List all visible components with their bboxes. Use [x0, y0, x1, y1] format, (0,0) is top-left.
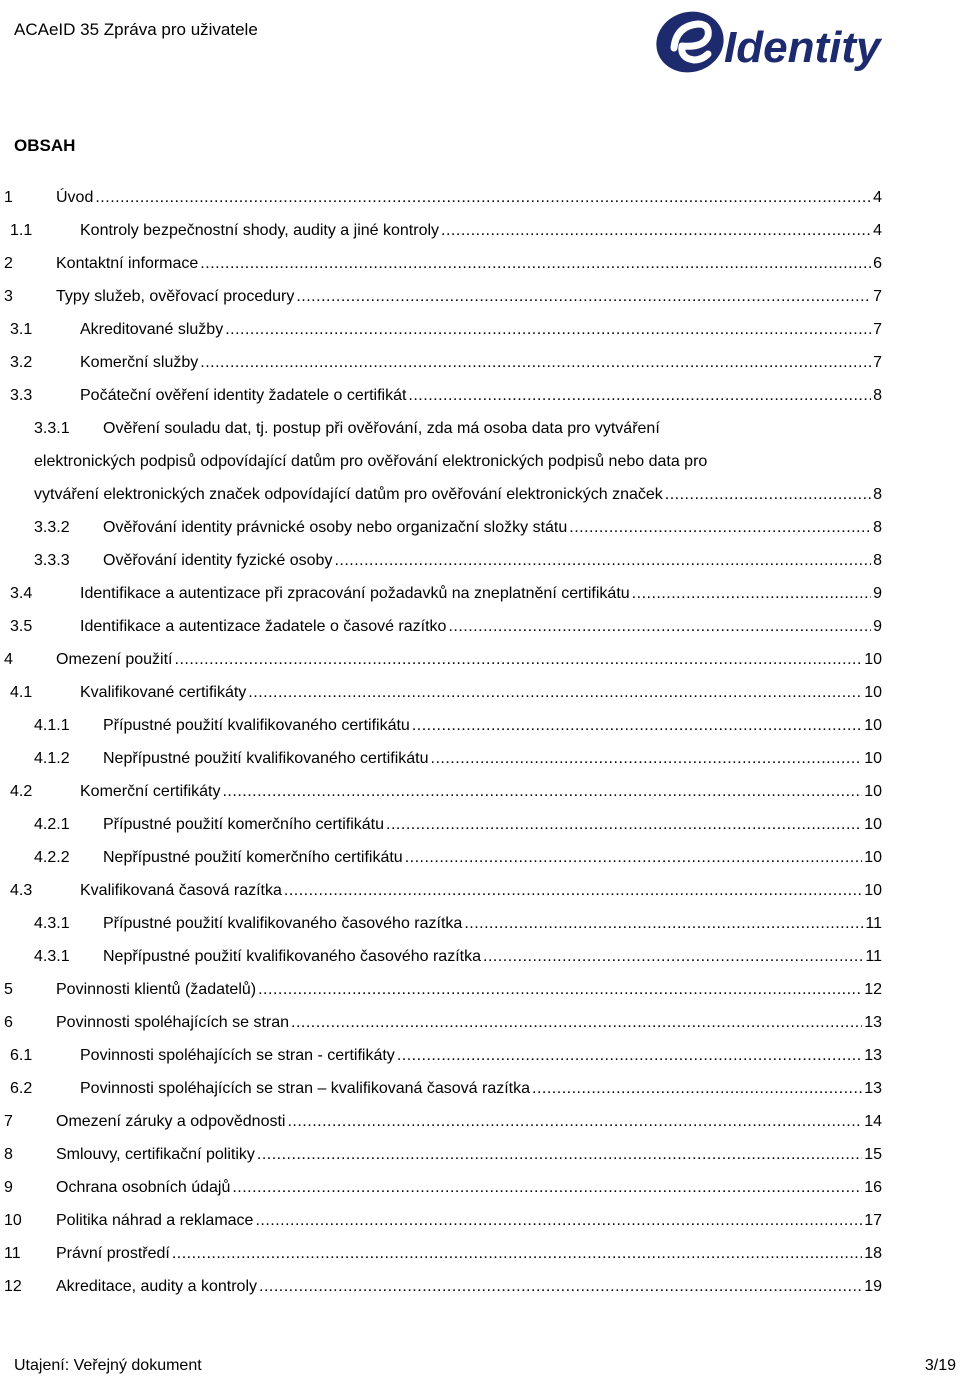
toc-entry-title: Přípustné použití komerčního certifikátu: [103, 816, 385, 833]
toc-entry-title: Typy služeb, ověřovací procedury: [56, 288, 295, 305]
toc-entry-page: 13: [864, 1047, 882, 1064]
toc-entry-page: 7: [873, 321, 882, 338]
toc-leader-dots: [259, 1270, 862, 1303]
toc-entry[interactable]: [0, 742, 960, 775]
toc-leader-dots: [258, 973, 862, 1006]
toc-leader-dots: [405, 841, 863, 874]
eidentity-logo: [652, 4, 908, 76]
toc-entry-title: Nepřípustné použití kvalifikovaného časového razítka: [103, 948, 481, 965]
toc-entry-number: 11: [4, 1245, 21, 1262]
toc-entry-page: 6: [873, 255, 882, 272]
toc-entry-number: 6.1: [10, 1047, 33, 1064]
toc-entry-page: 17: [864, 1212, 882, 1229]
toc-entry-title: Komerční certifikáty: [80, 783, 221, 800]
toc-entry[interactable]: [0, 973, 960, 1006]
toc-entry-title: Povinnosti spoléhajících se stran: [56, 1014, 290, 1031]
toc-entry-page: 4: [873, 222, 882, 239]
toc-entry-title: Přípustné použití kvalifikovaného časového razítka: [103, 915, 463, 932]
toc-entry[interactable]: [0, 214, 960, 247]
toc-leader-dots: [397, 1039, 862, 1072]
toc-entry-number: 5: [4, 981, 13, 998]
toc-leader-dots: [200, 346, 871, 379]
toc-entry-number: 3.3.1: [34, 420, 70, 437]
toc-entry-title: Smlouvy, certifikační politiky: [56, 1146, 255, 1163]
toc-entry-number: 6.2: [10, 1080, 33, 1097]
eidentity-logo-graphic: [652, 4, 908, 76]
toc-entry-number: 7: [4, 1113, 13, 1130]
toc-entry-page: 9: [873, 585, 882, 602]
toc-leader-dots: [483, 940, 863, 973]
toc-leader-dots: [200, 247, 871, 280]
toc-entry-number: 10: [4, 1212, 22, 1229]
toc-entry-title: Ověřování identity právnické osoby nebo organizační složky státu: [103, 519, 568, 536]
toc-leader-dots: [257, 1138, 862, 1171]
toc-leader-dots: [287, 1105, 862, 1138]
toc-entry-title: Nepřípustné použití komerčního certifikátu: [103, 849, 403, 866]
toc-leader-dots: [172, 1237, 862, 1270]
toc-entry[interactable]: [0, 1105, 960, 1138]
table-of-contents: [0, 181, 960, 1303]
toc-entry[interactable]: [0, 643, 960, 676]
toc-entry-number: 3.3.2: [34, 519, 70, 536]
toc-entry-title: Úvod: [56, 189, 94, 206]
toc-entry-page: 10: [864, 882, 882, 899]
toc-entry-number: 9: [4, 1179, 13, 1196]
toc-entry-title: Kvalifikovaná časová razítka: [80, 882, 282, 899]
toc-entry-number: 4.1.1: [34, 717, 70, 734]
toc-entry[interactable]: [0, 181, 960, 214]
toc-entry-page: 10: [864, 816, 882, 833]
toc-leader-dots: [255, 1204, 862, 1237]
toc-entry-page: 10: [864, 783, 882, 800]
toc-entry-page: 13: [864, 1014, 882, 1031]
toc-entry-title: Přípustné použití kvalifikovaného certifikátu: [103, 717, 410, 734]
toc-leader-dots: [632, 577, 871, 610]
toc-entry-number: 4.3.1: [34, 948, 70, 965]
toc-entry[interactable]: [0, 577, 960, 610]
toc-leader-dots: [464, 907, 863, 940]
toc-entry-page: 16: [864, 1179, 882, 1196]
toc-entry-page: 14: [864, 1113, 882, 1130]
toc-entry[interactable]: [0, 709, 960, 742]
toc-entry-page: 7: [873, 354, 882, 371]
toc-entry-number: 4.2: [10, 783, 33, 800]
toc-entry[interactable]: [0, 1204, 960, 1237]
contents-heading: OBSAH: [14, 136, 76, 155]
toc-entry-title-line2: elektronických podpisů odpovídající datům pro ověřování elektronických podpisů nebo data pro: [34, 453, 708, 470]
toc-entry-page: 19: [864, 1278, 882, 1295]
toc-leader-dots: [665, 478, 871, 511]
toc-entry-title: Politika náhrad a reklamace: [56, 1212, 254, 1229]
toc-entry-page: 18: [864, 1245, 882, 1262]
toc-leader-dots: [232, 1171, 862, 1204]
toc-entry[interactable]: [0, 511, 960, 544]
toc-entry[interactable]: [0, 1138, 960, 1171]
toc-leader-dots: [284, 874, 862, 907]
toc-leader-dots: [291, 1006, 862, 1039]
toc-entry-title: Komerční služby: [80, 354, 199, 371]
toc-entry-number: 4.1.2: [34, 750, 70, 767]
toc-leader-dots: [175, 643, 863, 676]
toc-entry-number: 1.1: [10, 222, 33, 239]
toc-entry-number: 2: [4, 255, 13, 272]
toc-entry-title-line1: Ověření souladu dat, tj. postup při ověřování, zda má osoba data pro vytváření: [103, 420, 660, 437]
toc-entry-page: 11: [865, 915, 882, 932]
toc-entry-title: Povinnosti spoléhajících se stran - certifikáty: [80, 1047, 395, 1064]
toc-leader-dots: [248, 676, 862, 709]
toc-entry-title: Povinnosti klientů (žadatelů): [56, 981, 257, 998]
toc-entry[interactable]: [0, 874, 960, 907]
toc-entry-number: 4.3: [10, 882, 33, 899]
document-title: ACAeID 35 Zpráva pro uživatele: [14, 20, 258, 39]
toc-entry-number: 3.2: [10, 354, 33, 371]
toc-leader-dots: [412, 709, 862, 742]
toc-entry-title: Ochrana osobních údajů: [56, 1179, 231, 1196]
toc-entry-title: Počáteční ověření identity žadatele o certifikát: [80, 387, 407, 404]
toc-entry-number: 4: [4, 651, 13, 668]
toc-entry-page: 8: [873, 387, 882, 404]
toc-entry-page: 8: [873, 519, 882, 536]
toc-entry[interactable]: [0, 544, 960, 577]
toc-entry-number: 4.2.2: [34, 849, 70, 866]
footer-page-indicator: 3/19: [924, 1357, 956, 1374]
toc-entry-page: 10: [864, 750, 882, 767]
toc-entry[interactable]: [0, 247, 960, 280]
toc-entry[interactable]: [0, 1006, 960, 1039]
toc-entry-page: 10: [864, 651, 882, 668]
toc-entry-title: Ověřování identity fyzické osoby: [103, 552, 333, 569]
toc-entry-title: Nepřípustné použití kvalifikovaného certifikátu: [103, 750, 429, 767]
toc-entry-number: 3.3: [10, 387, 33, 404]
toc-leader-dots: [334, 544, 871, 577]
toc-entry-number: 1: [4, 189, 13, 206]
toc-entry-page: 10: [864, 717, 882, 734]
toc-entry-number: 4.2.1: [34, 816, 70, 833]
toc-entry[interactable]: [0, 610, 960, 643]
toc-entry[interactable]: [0, 280, 960, 313]
toc-entry[interactable]: [0, 808, 960, 841]
toc-entry-title: Omezení záruky a odpovědnosti: [56, 1113, 286, 1130]
toc-entry-page: 10: [864, 684, 882, 701]
svg-text:Identity: Identity: [724, 23, 881, 72]
toc-entry-page: 12: [864, 981, 882, 998]
toc-entry-title: Omezení použití: [56, 651, 173, 668]
toc-entry-number: 3.1: [10, 321, 33, 338]
toc-entry[interactable]: [0, 379, 960, 412]
toc-entry-page: 9: [873, 618, 882, 635]
toc-entry-number: 12: [4, 1278, 22, 1295]
toc-entry-page: 4: [873, 189, 882, 206]
toc-leader-dots: [441, 214, 871, 247]
toc-entry-number: 3.5: [10, 618, 33, 635]
toc-entry-page: 8: [873, 552, 882, 569]
toc-entry-number: 4.1: [10, 684, 33, 701]
toc-entry[interactable]: [0, 412, 960, 511]
toc-entry[interactable]: [0, 676, 960, 709]
toc-entry-page: 8: [873, 486, 882, 503]
toc-entry[interactable]: [0, 907, 960, 940]
toc-entry-title: Akreditace, audity a kontroly: [56, 1278, 257, 1295]
toc-entry[interactable]: [0, 940, 960, 973]
toc-entry[interactable]: [0, 775, 960, 808]
toc-entry[interactable]: [0, 313, 960, 346]
toc-entry-page: 7: [873, 288, 882, 305]
toc-entry-title: Kvalifikované certifikáty: [80, 684, 247, 701]
toc-entry[interactable]: [0, 346, 960, 379]
toc-leader-dots: [225, 313, 871, 346]
toc-leader-dots: [448, 610, 871, 643]
toc-leader-dots: [222, 775, 862, 808]
toc-entry[interactable]: [0, 1171, 960, 1204]
toc-entry-title: Kontaktní informace: [56, 255, 199, 272]
toc-entry[interactable]: [0, 1072, 960, 1105]
toc-leader-dots: [386, 808, 862, 841]
toc-entry-title: Právní prostředí: [56, 1245, 170, 1262]
footer-classification: Utajení: Veřejný dokument: [14, 1357, 202, 1374]
toc-leader-dots: [569, 511, 871, 544]
toc-leader-dots: [431, 742, 863, 775]
toc-entry[interactable]: [0, 1270, 960, 1303]
toc-entry-title: Povinnosti spoléhajících se stran – kvalifikovaná časová razítka: [80, 1080, 531, 1097]
toc-leader-dots: [532, 1072, 862, 1105]
toc-entry[interactable]: [0, 841, 960, 874]
toc-entry-number: 3.3.3: [34, 552, 70, 569]
toc-entry-number: 6: [4, 1014, 13, 1031]
toc-entry-page: 15: [864, 1146, 882, 1163]
toc-leader-dots: [408, 379, 871, 412]
toc-entry-title: Kontroly bezpečnostní shody, audity a jiné kontroly: [80, 222, 440, 239]
toc-entry-number: 8: [4, 1146, 13, 1163]
toc-entry-title: Identifikace a autentizace žadatele o časové razítko: [80, 618, 447, 635]
toc-entry-number: 4.3.1: [34, 915, 70, 932]
toc-entry-number: 3.4: [10, 585, 33, 602]
toc-entry-number: 3: [4, 288, 13, 305]
toc-entry-title: vytváření elektronických značek odpovídající datům pro ověřování elektronických značek: [34, 486, 663, 503]
toc-entry-page: 10: [864, 849, 882, 866]
toc-entry-title: Identifikace a autentizace při zpracování požadavků na zneplatnění certifikátu: [80, 585, 630, 602]
toc-entry-page: 11: [865, 948, 882, 965]
toc-leader-dots: [95, 181, 871, 214]
toc-leader-dots: [296, 280, 871, 313]
toc-entry-page: 13: [864, 1080, 882, 1097]
toc-entry-title: Akreditované služby: [80, 321, 224, 338]
toc-entry[interactable]: [0, 1237, 960, 1270]
toc-entry[interactable]: [0, 1039, 960, 1072]
